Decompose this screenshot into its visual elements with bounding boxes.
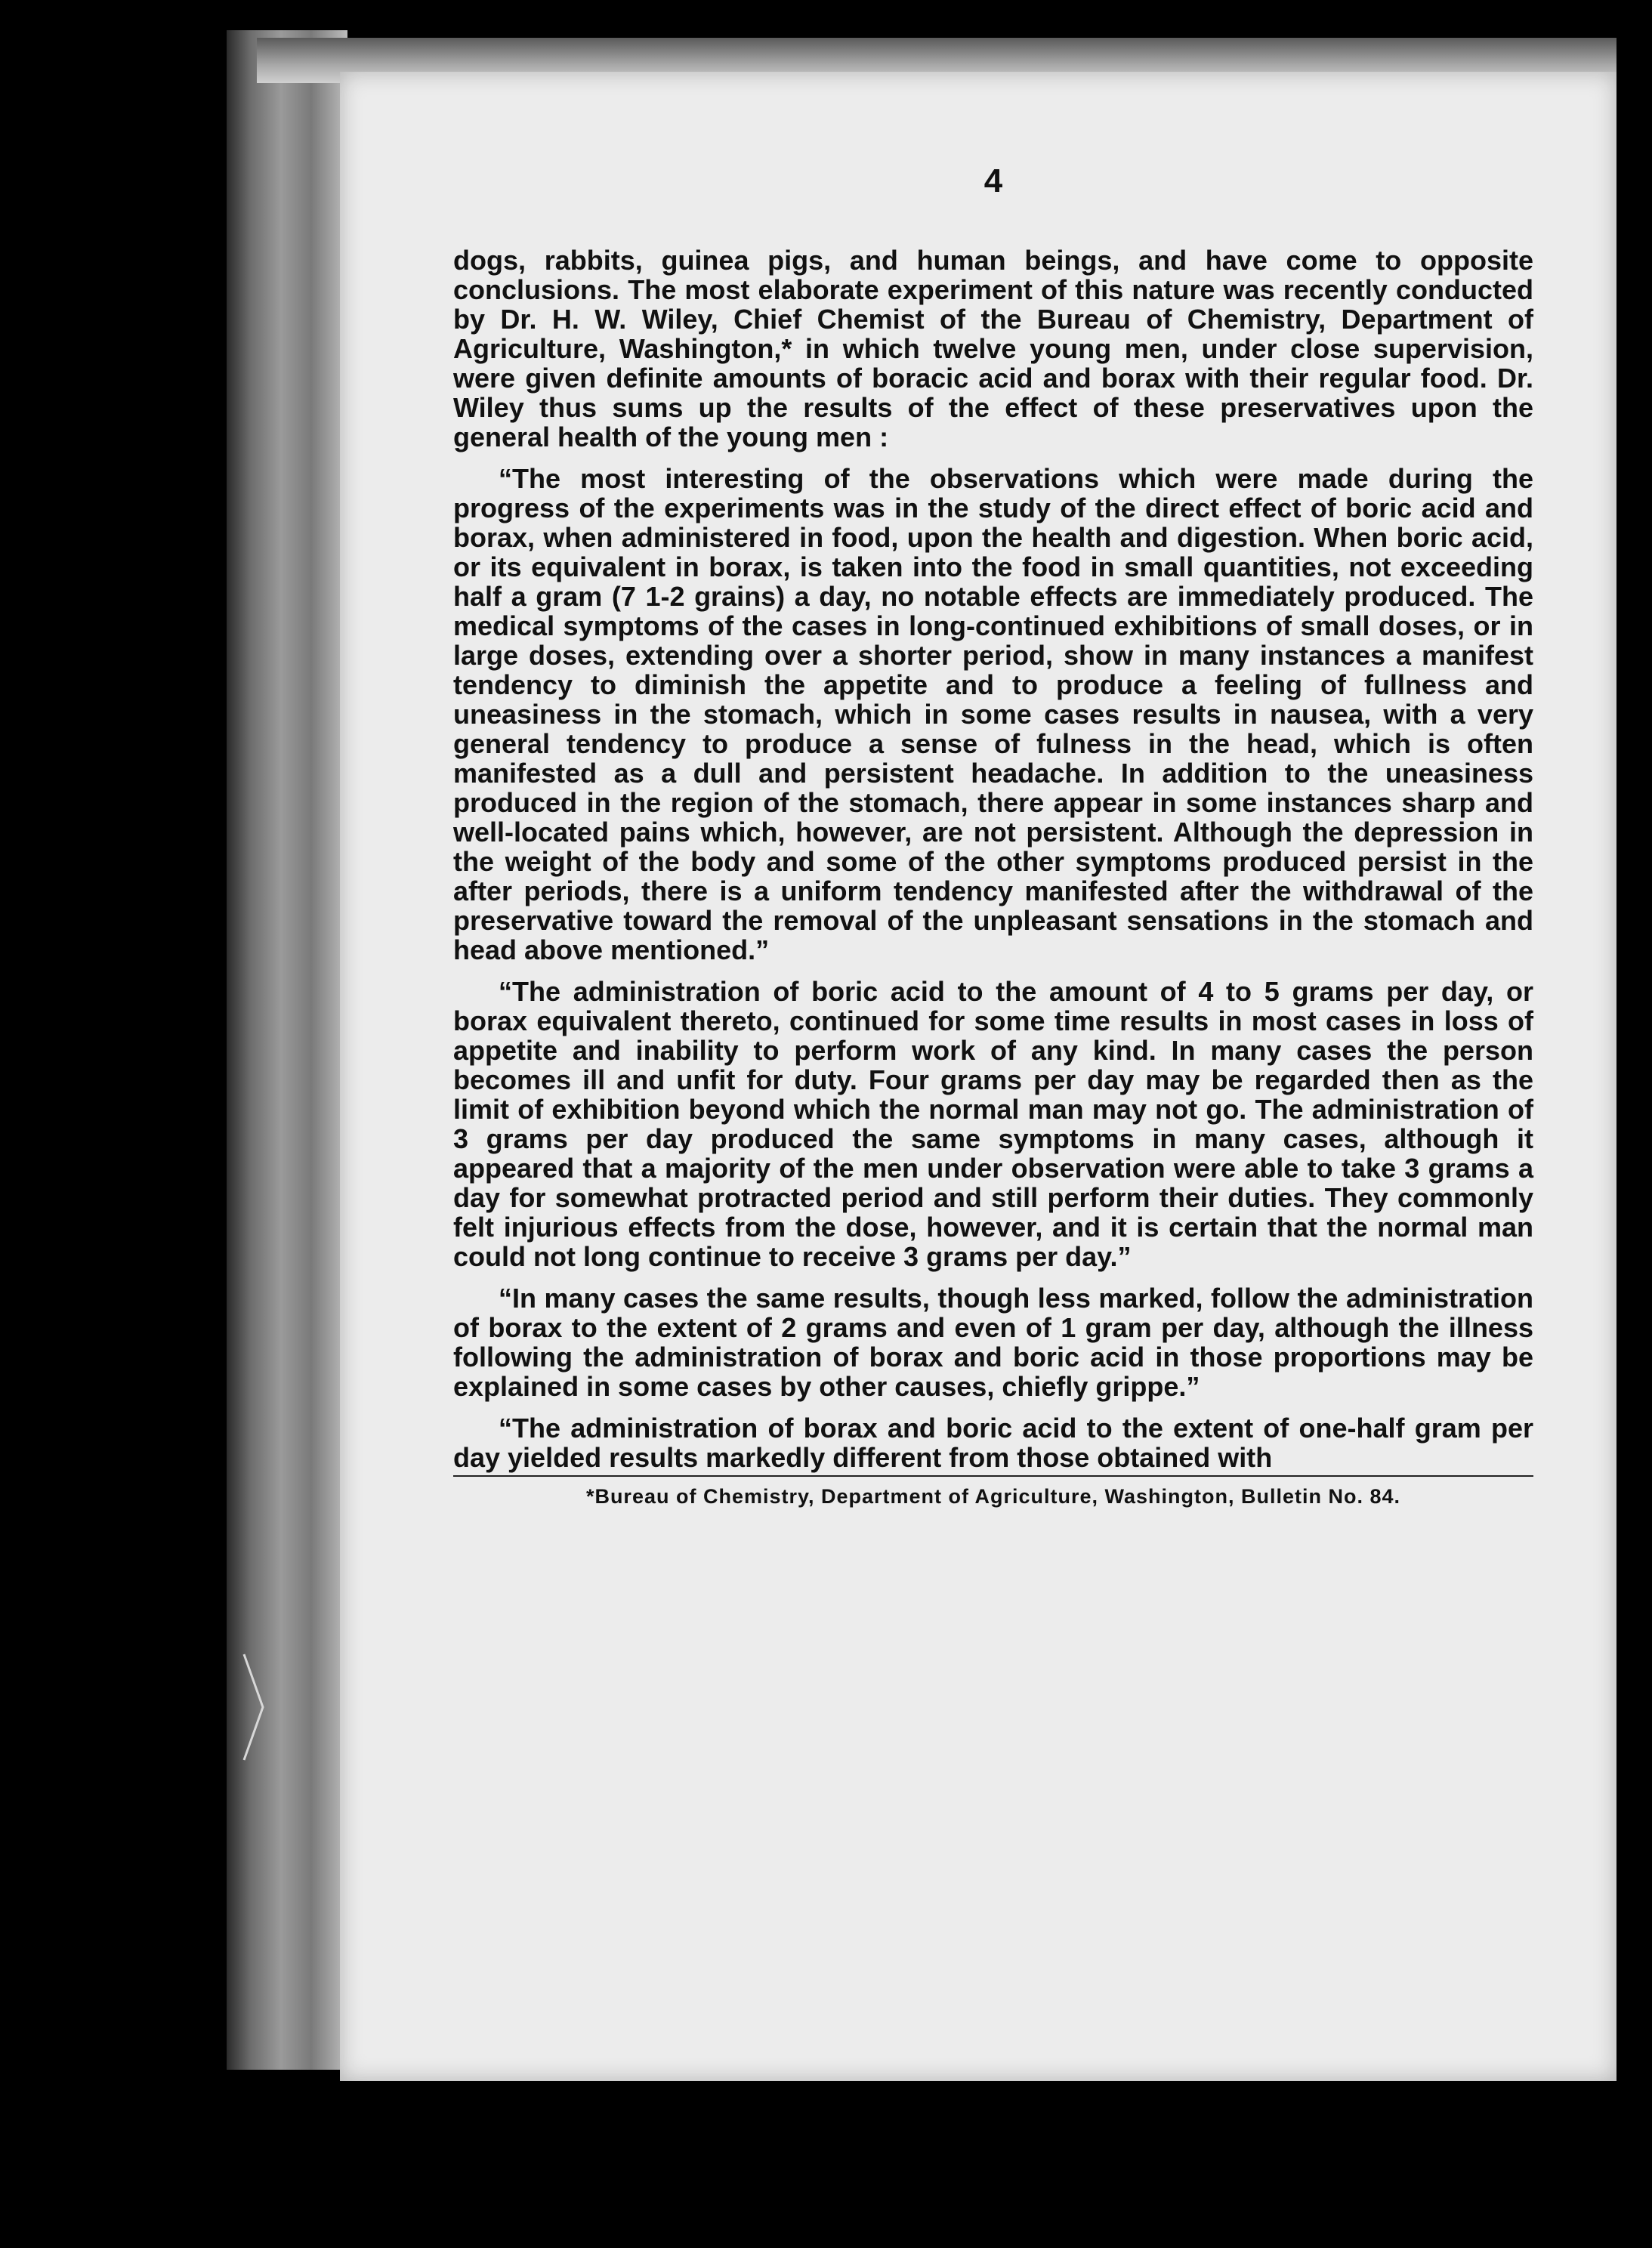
book-page [340,72,1616,2081]
footnote: *Bureau of Chemistry, Department of Agriculture, Washington, Bulletin No. 84. [585,1485,1401,1508]
page-number: 4 [983,162,1003,199]
footnote-divider [453,1475,1533,1477]
paragraph-3: “The administration of boric acid to the amount of 4 to 5 grams per day, or borax equivalent thereto, continued for some time results in most cases in loss of appetite and inability to perform work of any kind. In many cases the person becomes ill and unfit for duty. Four grams per day may be regarded then as the limit of exhibition beyond which the normal man may not go. The administration of 3 grams per day produced the same symptoms in many cases, although it appeared that a majority of the men under observation were able to take 3 grams a day for somewhat protracted period and still perform their duties. They commonly felt injurious effects from the dose, however, and it is certain that the normal man could not long continue to receive 3 grams per day.” [453,976,1533,1272]
page-body [453,162,1533,1508]
paragraph-5: “The administration of borax and boric acid to the extent of one-half gram per day yielded results markedly different from those obtained with [453,1413,1533,1473]
paragraph-1: dogs, rabbits, guinea pigs, and human beings, and have come to opposite conclusions. The most elaborate experiment of this nature was recently conducted by Dr. H. W. Wiley, Chief Chemist of the Bureau of Chemistry, Department of Agriculture, Washington,* in which twelve young men, under close supervision, were given definite amounts of boracic acid and borax with their regular food. Dr. Wiley thus sums up the results of the effect of these preservatives upon the general health of the young men : [453,245,1533,452]
paragraph-4: “In many cases the same results, though less marked, follow the administration of borax to the extent of 2 grams and even of 1 gram per day, although the illness following the administration of borax and boric acid in those proportions may be explained in some cases by other causes, chiefly grippe.” [453,1283,1533,1402]
binding-mark [240,1647,270,1768]
paragraph-2: “The most interesting of the observations which were made during the progress of the experiments was in the study of the direct effect of boric acid and borax, when administered in food, upon the health and digestion. When boric acid, or its equivalent in borax, is taken into the food in small quantities, not exceeding half a gram (7 1-2 grains) a day, no notable effects are immediately produced. The medical symptoms of the cases in long-continued exhibitions of small doses, or in large doses, extending over a shorter period, show in many instances a manifest tendency to diminish the appetite and to produce a feeling of fullness and uneasiness in the stomach, which in some cases results in nausea, with a very general tendency to produce a sense of fulness in the head, which is often manifested as a dull and persistent headache. In addition to the uneasiness produced in the region of the stomach, there appear in some instances sharp and well-located pains which, however, are not persistent. Although the depression in the weight of the body and some of the other symptoms produced persist in the after periods, there is a uniform tendency manifested after the withdrawal of the preservative toward the removal of the unpleasant sensations in the stomach and head above mentioned.” [453,463,1533,965]
